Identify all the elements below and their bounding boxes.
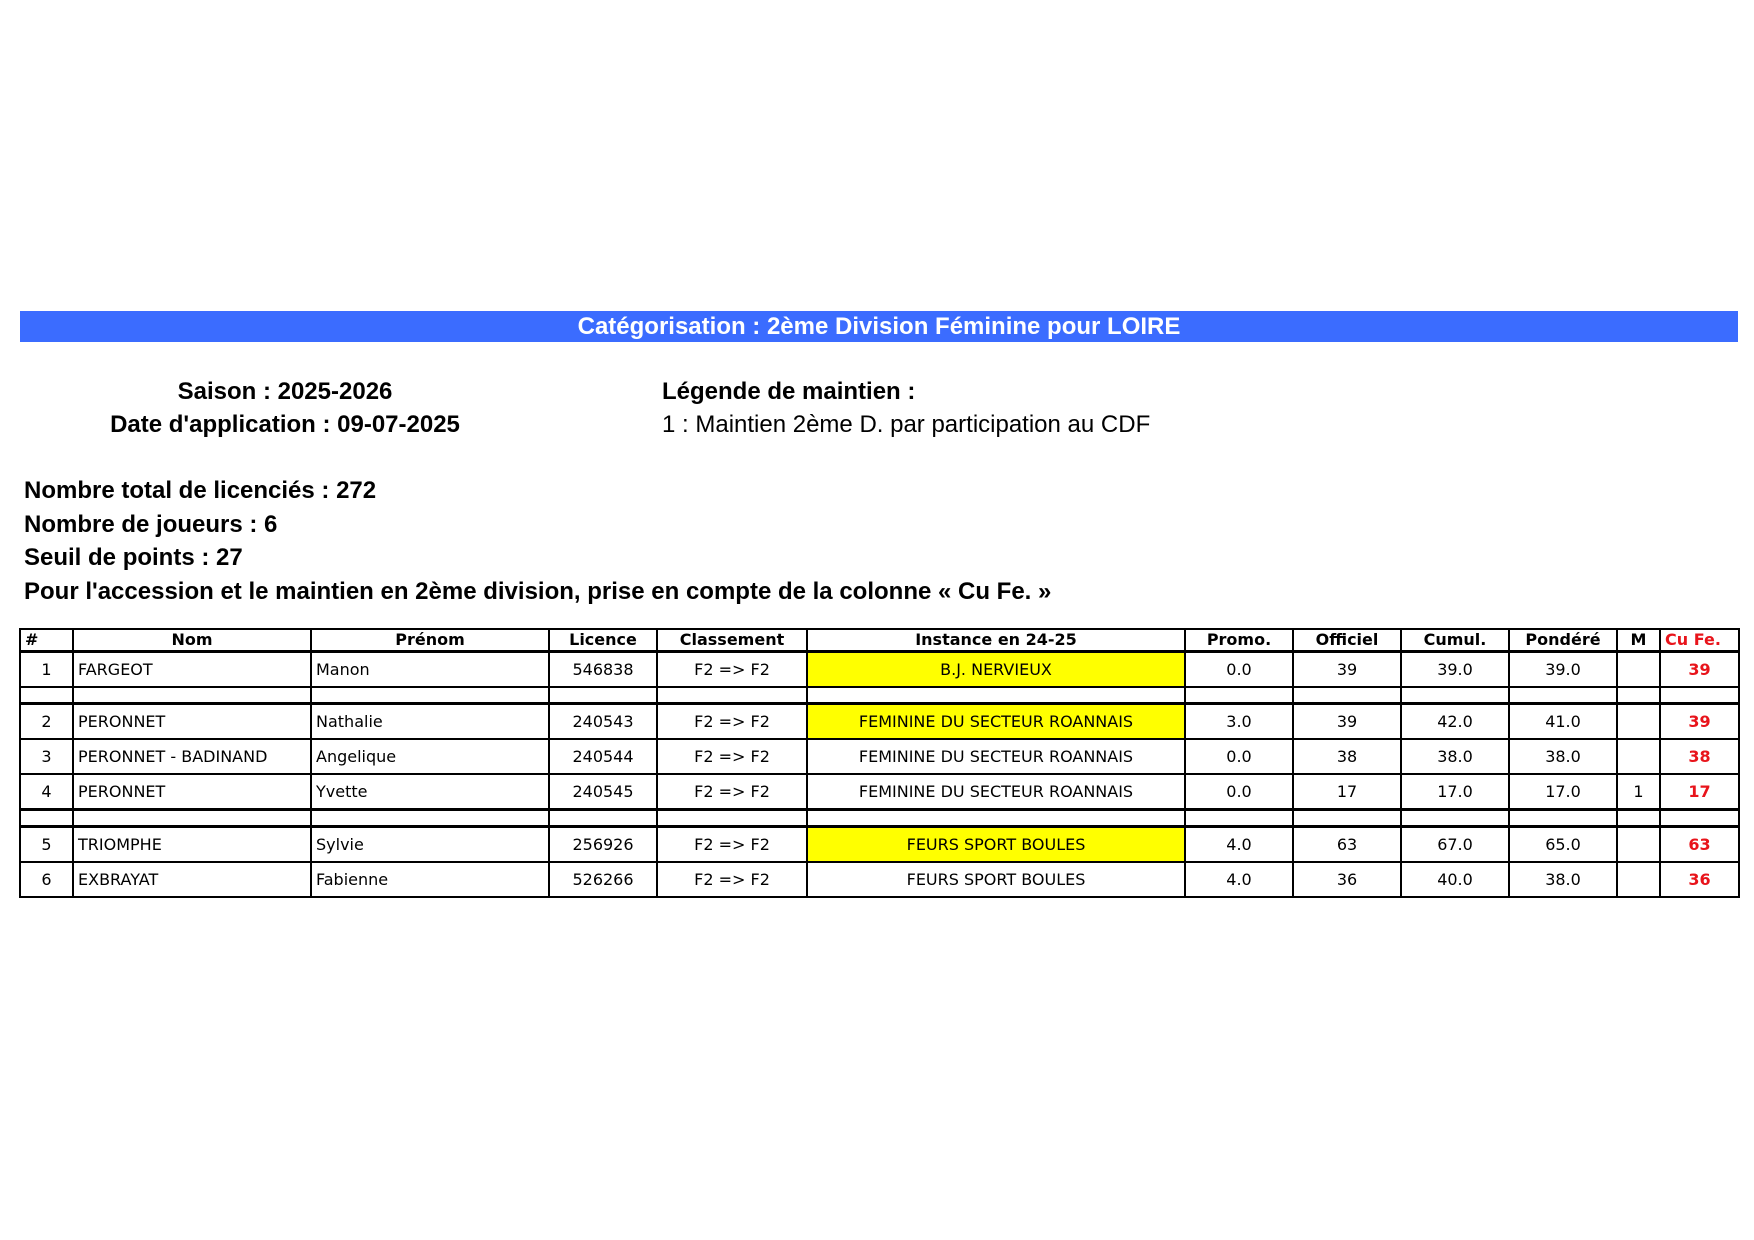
cell-nom: FARGEOT (73, 652, 311, 688)
cell-m (1617, 739, 1660, 774)
cell-classement: F2 => F2 (657, 774, 807, 810)
ranking-table (19, 628, 1740, 898)
cell-nom: PERONNET (73, 774, 311, 810)
cell-prenom: Fabienne (311, 862, 549, 897)
cell-pondere: 38.0 (1509, 862, 1617, 897)
cell-cumul: 39.0 (1401, 652, 1509, 688)
cell-nom: TRIOMPHE (73, 827, 311, 863)
cell-m (1617, 652, 1660, 688)
cell-pondere: 65.0 (1509, 827, 1617, 863)
cell-cumul: 40.0 (1401, 862, 1509, 897)
table-row (20, 774, 1739, 810)
cell-cufe: 38 (1660, 739, 1739, 774)
cell-classement: F2 => F2 (657, 862, 807, 897)
table-row (20, 862, 1739, 897)
cell-pondere: 17.0 (1509, 774, 1617, 810)
cell-num: 5 (20, 827, 73, 863)
legend-title: Légende de maintien : (662, 378, 916, 405)
col-header-officiel: Officiel (1293, 629, 1401, 652)
season-info (60, 375, 510, 441)
table-row (20, 739, 1739, 774)
cell-cufe: 63 (1660, 827, 1739, 863)
cell-m (1617, 862, 1660, 897)
points-threshold: Seuil de points : 27 (24, 544, 243, 571)
cell-instance: FEMININE DU SECTEUR ROANNAIS (807, 774, 1185, 810)
cell-officiel: 39 (1293, 652, 1401, 688)
col-header-instance: Instance en 24-25 (807, 629, 1185, 652)
cell-officiel: 63 (1293, 827, 1401, 863)
cell-classement: F2 => F2 (657, 704, 807, 740)
cell-instance: FEMININE DU SECTEUR ROANNAIS (807, 704, 1185, 740)
table-spacer-row (20, 810, 1739, 827)
table-spacer-row (20, 687, 1739, 704)
cell-licence: 546838 (549, 652, 657, 688)
cell-num: 2 (20, 704, 73, 740)
cell-promo: 3.0 (1185, 704, 1293, 740)
cell-prenom: Nathalie (311, 704, 549, 740)
cell-cufe: 39 (1660, 704, 1739, 740)
cell-prenom: Sylvie (311, 827, 549, 863)
cell-m (1617, 704, 1660, 740)
cell-licence: 240543 (549, 704, 657, 740)
cell-m (1617, 827, 1660, 863)
season-label: Saison : 2025-2026 (177, 378, 393, 405)
cell-cufe: 36 (1660, 862, 1739, 897)
table-row (20, 704, 1739, 740)
cell-instance: FEURS SPORT BOULES (807, 827, 1185, 863)
cell-promo: 4.0 (1185, 862, 1293, 897)
cell-promo: 0.0 (1185, 652, 1293, 688)
cell-officiel: 38 (1293, 739, 1401, 774)
cell-pondere: 41.0 (1509, 704, 1617, 740)
page-title: Catégorisation : 2ème Division Féminine pour LOIRE (577, 313, 1181, 340)
col-header-licence: Licence (549, 629, 657, 652)
cell-cumul: 38.0 (1401, 739, 1509, 774)
legend (662, 375, 1362, 441)
legend-item: 1 : Maintien 2ème D. par participation au CDF (662, 411, 1151, 438)
cell-pondere: 39.0 (1509, 652, 1617, 688)
cell-licence: 256926 (549, 827, 657, 863)
player-count: Nombre de joueurs : 6 (24, 510, 278, 538)
cell-instance: B.J. NERVIEUX (807, 652, 1185, 688)
col-header-cufe: Cu Fe. (1660, 629, 1739, 652)
cell-nom: EXBRAYAT (73, 862, 311, 897)
col-header-nom: Nom (73, 629, 311, 652)
cell-classement: F2 => F2 (657, 827, 807, 863)
application-date: Date d'application : 09-07-2025 (110, 411, 460, 438)
page-title-banner (20, 311, 1738, 342)
cell-nom: PERONNET - BADINAND (73, 739, 311, 774)
cell-classement: F2 => F2 (657, 652, 807, 688)
cell-pondere: 38.0 (1509, 739, 1617, 774)
col-header-cumul: Cumul. (1401, 629, 1509, 652)
cell-num: 4 (20, 774, 73, 810)
cell-m: 1 (1617, 774, 1660, 810)
col-header-promo: Promo. (1185, 629, 1293, 652)
table-row (20, 827, 1739, 863)
accession-note: Pour l'accession et le maintien en 2ème division, prise en compte de la colonne « Cu Fe. » (24, 577, 1052, 605)
col-header-classement: Classement (657, 629, 807, 652)
cell-promo: 0.0 (1185, 774, 1293, 810)
cell-officiel: 17 (1293, 774, 1401, 810)
cell-licence: 526266 (549, 862, 657, 897)
cell-promo: 4.0 (1185, 827, 1293, 863)
cell-cufe: 17 (1660, 774, 1739, 810)
cell-nom: PERONNET (73, 704, 311, 740)
cell-officiel: 36 (1293, 862, 1401, 897)
stats (24, 474, 1624, 608)
cell-promo: 0.0 (1185, 739, 1293, 774)
cell-prenom: Angelique (311, 739, 549, 774)
cell-instance: FEMININE DU SECTEUR ROANNAIS (807, 739, 1185, 774)
col-header-m: M (1617, 629, 1660, 652)
cell-classement: F2 => F2 (657, 739, 807, 774)
cell-licence: 240545 (549, 774, 657, 810)
table-header-row (20, 629, 1739, 652)
table-row (20, 652, 1739, 688)
cell-prenom: Manon (311, 652, 549, 688)
cell-cufe: 39 (1660, 652, 1739, 688)
cell-instance: FEURS SPORT BOULES (807, 862, 1185, 897)
col-header-pondere: Pondéré (1509, 629, 1617, 652)
cell-officiel: 39 (1293, 704, 1401, 740)
cell-cumul: 17.0 (1401, 774, 1509, 810)
col-header-prenom: Prénom (311, 629, 549, 652)
cell-cumul: 42.0 (1401, 704, 1509, 740)
cell-num: 1 (20, 652, 73, 688)
cell-licence: 240544 (549, 739, 657, 774)
cell-prenom: Yvette (311, 774, 549, 810)
cell-cumul: 67.0 (1401, 827, 1509, 863)
cell-num: 3 (20, 739, 73, 774)
cell-num: 6 (20, 862, 73, 897)
col-header-num: # (20, 629, 73, 652)
total-licensees: Nombre total de licenciés : 272 (24, 477, 377, 504)
